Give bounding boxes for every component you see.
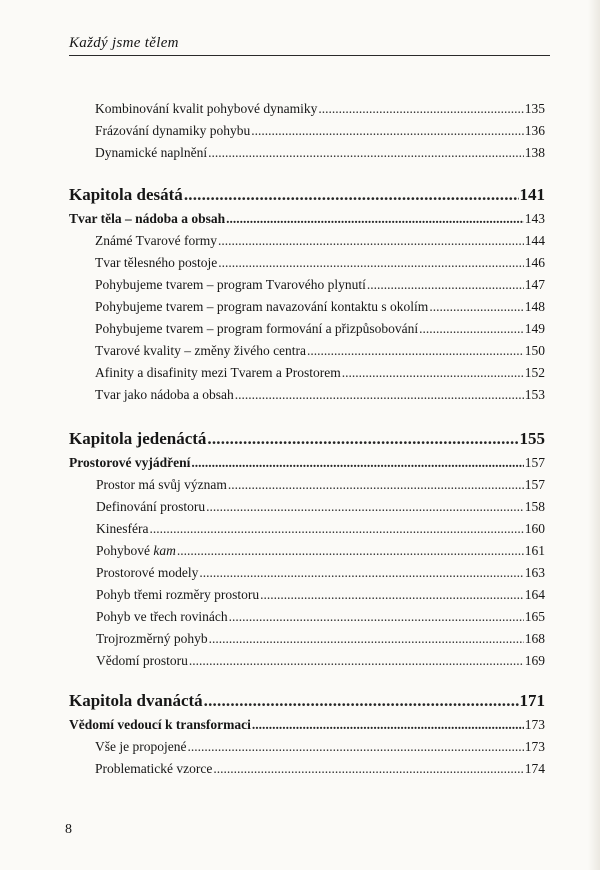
section-page: 173 (524, 717, 545, 732)
dot-leader (149, 521, 523, 537)
toc-entry (95, 255, 545, 273)
dot-leader (307, 343, 524, 359)
toc-entry-label: Známé Tvarové formy (95, 233, 217, 248)
dot-leader (251, 123, 524, 139)
running-head-title: Každý jsme tělem (69, 35, 179, 51)
toc-entry-page: 160 (524, 521, 545, 536)
toc-entry (95, 761, 545, 779)
dot-leader (419, 321, 524, 337)
dot-leader (208, 145, 524, 161)
toc-entry-page: 147 (524, 277, 545, 292)
toc-entry (96, 565, 545, 583)
dot-leader (191, 455, 523, 471)
toc-chapter-heading (69, 185, 545, 207)
chapter-title: Kapitola desátá (69, 185, 183, 204)
toc-entry (96, 477, 545, 495)
dot-leader (429, 299, 523, 315)
dot-leader (229, 609, 524, 625)
toc-entry-label: Prostorové modely (96, 565, 199, 580)
toc-chapter-heading (69, 691, 545, 713)
toc-entry (96, 521, 545, 539)
dot-leader (177, 543, 524, 559)
toc-entry-label: Vše je propojené (95, 739, 187, 754)
dot-leader (226, 211, 524, 227)
toc-entry (95, 387, 545, 405)
toc-entry (96, 609, 545, 627)
toc-entry-page: 146 (524, 255, 545, 270)
dot-leader (218, 233, 524, 249)
dot-leader (367, 277, 524, 293)
toc-entry-page: 138 (524, 145, 545, 160)
dot-leader (218, 255, 524, 271)
toc-entry (95, 321, 545, 339)
toc-entry-label: Trojrozměrný pohyb (96, 631, 208, 646)
toc-entry (95, 365, 545, 383)
chapter-title: Kapitola jedenáctá (69, 429, 207, 448)
toc-entry-label: Problematické vzorce (95, 761, 213, 776)
toc-entry-label: Kinesféra (96, 521, 149, 536)
toc-entry (96, 543, 545, 561)
toc-entry-label: Vědomí prostoru (96, 653, 188, 668)
toc-entry-label: Pohybujeme tvarem – program navazování kontaktu s okolím (95, 299, 429, 314)
toc-entry-label: Definování prostoru (96, 499, 206, 514)
toc-entry-label: Pohyb ve třech rovinách (96, 609, 228, 624)
toc-entry-label: Afinity a disafinity mezi Tvarem a Prostorem (95, 365, 341, 380)
toc-entry-page: 153 (524, 387, 545, 402)
toc-entry-label: Tvar tělesného postoje (95, 255, 218, 270)
dot-leader (209, 631, 524, 647)
dot-leader (228, 477, 524, 493)
toc-entry-page: 144 (524, 233, 545, 248)
section-page: 157 (524, 455, 545, 470)
toc-chapter-heading (69, 429, 545, 451)
section-label: Prostorové vyjádření (69, 455, 191, 470)
chapter-page: 155 (519, 429, 545, 448)
toc-entry-page: 152 (524, 365, 545, 380)
toc-entry-page: 174 (524, 761, 545, 776)
toc-entry (95, 739, 545, 757)
toc-entry-page: 163 (524, 565, 545, 580)
dot-leader (204, 691, 519, 711)
toc-entry-page: 149 (524, 321, 545, 336)
toc-entry-label: Prostor má svůj význam (96, 477, 227, 492)
toc-entry (95, 277, 545, 295)
toc-entry-label: Tvarové kvality – změny živého centra (95, 343, 307, 358)
toc-entry (95, 233, 545, 251)
toc-entry-label: Pohybujeme tvarem – program formování a přizpůsobování (95, 321, 419, 336)
page-edge-shadow (588, 0, 600, 870)
dot-leader (189, 653, 524, 669)
toc-entry-page: 157 (524, 477, 545, 492)
toc-entry-label: Tvar jako nádoba a obsah (95, 387, 234, 402)
toc-section (69, 211, 545, 229)
chapter-page: 141 (519, 185, 545, 204)
toc-entry-page: 161 (524, 543, 545, 558)
toc-entry (95, 123, 545, 141)
section-page: 143 (524, 211, 545, 226)
dot-leader (342, 365, 524, 381)
toc-entry-page: 165 (524, 609, 545, 624)
toc-entry-label: Frázování dynamiky pohybu (95, 123, 251, 138)
toc-entry-label: Kombinování kvalit pohybové dynamiky (95, 101, 318, 116)
dot-leader (252, 717, 524, 733)
section-label: Vědomí vedoucí k transformaci (69, 717, 251, 732)
chapter-page: 171 (519, 691, 545, 710)
toc-section (69, 717, 545, 735)
dot-leader (187, 739, 523, 755)
toc-entry-label: Pohyb třemi rozměry prostoru (96, 587, 260, 602)
toc-entry-label (96, 543, 176, 559)
toc-entry-page: 168 (524, 631, 545, 646)
page-number: 8 (65, 822, 72, 837)
dot-leader (213, 761, 523, 777)
toc-entry-label: Pohybujeme tvarem – program Tvarového plynutí (95, 277, 366, 292)
toc-entry-page: 173 (524, 739, 545, 754)
dot-leader (207, 429, 518, 449)
header-rule (69, 55, 550, 56)
toc-entry (95, 101, 545, 119)
dot-leader (184, 185, 519, 205)
section-label: Tvar těla – nádoba a obsah (69, 211, 226, 226)
toc-entry (96, 653, 545, 671)
toc-entry-label-italic: kam (153, 543, 176, 558)
toc-entry-page: 150 (524, 343, 545, 358)
toc-entry (95, 343, 545, 361)
toc-entry-page: 169 (524, 653, 545, 668)
toc-entry-label: Dynamické naplnění (95, 145, 208, 160)
toc-entry (95, 299, 545, 317)
dot-leader (199, 565, 523, 581)
toc-entry-page: 148 (524, 299, 545, 314)
toc-entry-page: 136 (524, 123, 545, 138)
toc-section (69, 455, 545, 473)
toc-entry (96, 587, 545, 605)
dot-leader (318, 101, 523, 117)
dot-leader (206, 499, 524, 515)
toc-entry (95, 145, 545, 163)
chapter-title: Kapitola dvanáctá (69, 691, 203, 710)
toc-entry (96, 631, 545, 649)
toc-entry-label-prefix: Pohybové (96, 543, 154, 558)
toc-entry-page: 135 (524, 101, 545, 116)
toc-entry (96, 499, 545, 517)
toc-entry-page: 164 (524, 587, 545, 602)
toc-entry-page: 158 (524, 499, 545, 514)
dot-leader (260, 587, 524, 603)
dot-leader (235, 387, 524, 403)
